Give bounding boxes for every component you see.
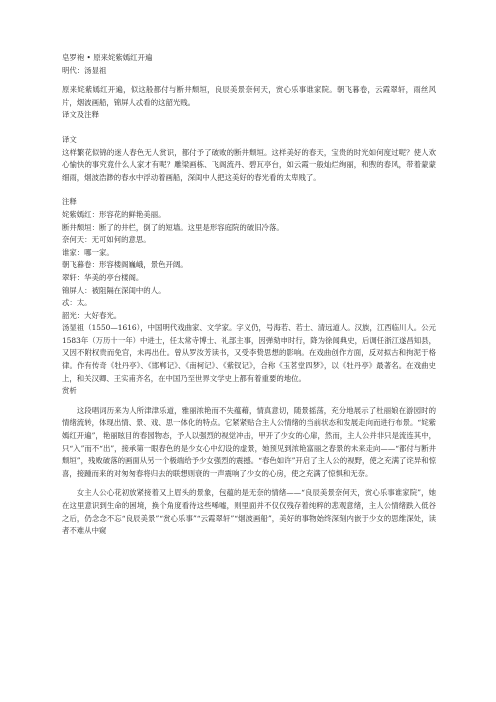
poem-title: 皂罗袍 • 原来姹紫嫣红开遍 bbox=[62, 53, 153, 62]
note-item: 韶光：大好春光。 bbox=[62, 310, 122, 320]
note-item: 谁家：哪一家。 bbox=[62, 247, 114, 257]
translation-heading: 译文 bbox=[62, 134, 77, 144]
author-bio: 汤显祖（1550—1616），中国明代戏曲家、文学家。字义仍，号海若、若士、清远道人。汉族，江西临川人。公元1583年（万历十一年）中进士，任太常寺博士、礼部主事，因弹劾申时行，降为徐闻典史，后调任浙江遂昌知县，又因不附权贵而免官，未再出仕。曾从罗汝芳读书，又受李贽思想的影响。在戏曲创作方面，反对拟古和拘泥于格律。作有传奇《牡丹亭》、《邯郸记》、《南柯记》、《紫钗记》，合称《玉茗堂四梦》，以《牡丹亭》最著名。在戏曲史上，和关汉卿、王实甫齐名，在中国乃至世界文学史上都有着重要的地位。 bbox=[62, 323, 436, 383]
poem-text: 原来姹紫嫣红开遍，似这般都付与断井颓垣，良辰美景奈何天，赏心乐事谁家院。朝飞暮卷，云霞翠轩，雨丝风片，烟波画船，锦屏人忒看的这韶光贱。 bbox=[62, 85, 436, 107]
note-item: 锦屏人：被阻隔在深闺中的人。 bbox=[62, 285, 166, 295]
document-page bbox=[62, 52, 436, 538]
notes-heading: 注释 bbox=[62, 197, 77, 207]
appreciation-paragraph: 女主人公心花初放紧接着又上眉头的景象，包蕴的是无奈的情绪——“良辰美景奈何天，赏心乐事谁家院”，她在这里意识到生命的困境，换个角度看待这些唏嘘，则里面并不仅仅残存着纯粹的悲观意绪，主人公情绪跌入低谷之后，仍念念不忘“良辰美景”“赏心乐事”“云霞翠轩”“烟波画船”，美好的事物始终深刻内嵌于少女的思维深处，读者不难从中窥 bbox=[62, 488, 436, 536]
translation-text: 这样繁花似锦的迷人春色无人赏识，都付予了破败的断井颓垣。这样美好的春天，宝贵的时光如何度过呢？使人欢心愉快的事究竟什么人家才有呢？雕梁画栋、飞阁流丹、碧瓦亭台，如云霞一般灿烂绚丽，和煦的春风，带着蒙蒙细雨，烟波浩渺的春水中浮动着画船，深闺中人把这美好的春光看的太卑贱了。 bbox=[62, 147, 436, 182]
note-item: 朝飞暮卷：形容楼阁巍峨，景色开阔。 bbox=[62, 260, 188, 270]
translation-section-heading: 译文及注释 bbox=[62, 110, 99, 120]
note-item: 翠轩：华美的亭台楼阁。 bbox=[62, 272, 144, 282]
note-item: 奈何天：无可如何的意思。 bbox=[62, 235, 151, 245]
note-item: 断井颓垣：断了的井栏，倒了的短墙。这里是形容庭院的破旧冷落。 bbox=[62, 222, 284, 232]
note-item: 姹紫嫣红：形容花的鲜艳美丽。 bbox=[62, 209, 166, 219]
appreciation-heading: 赏析 bbox=[62, 386, 77, 396]
appreciation-paragraph: 这段唱词历来为人所津津乐道，雅丽浓艳而不失蕴藉，情真意切，随景摇荡，充分地展示了杜丽娘在游园时的情绪流转，体现出情、景、戏、思一体化的特点。它紧紧贴合主人公情绪的当前状态和发展走向而进行布景。“姹紫嫣红开遍”，艳丽眩目的春园物态，予人以强烈的视觉冲击，甲开了少女的心扉，然而，主人公并非只是流连其中，只“入”而不“出”，接承第一眼春色的是少女心中幻设的虚景，她预见到浓艳富丽之春景的未来走向——“都付与断井颓垣”，残败破落的画面从另一个极端给予少女强烈的震撼。“春色如许”开启了主人公的视野，使之充满了诧异和惊喜，接踵而来的对匆匆春将归去的联想则衰的一声震响了少女的心房，使之充满了惊惧和无奈。 bbox=[62, 405, 436, 478]
author-line: 明代：汤显祖 bbox=[62, 65, 107, 75]
note-item: 忒：太。 bbox=[62, 298, 92, 308]
